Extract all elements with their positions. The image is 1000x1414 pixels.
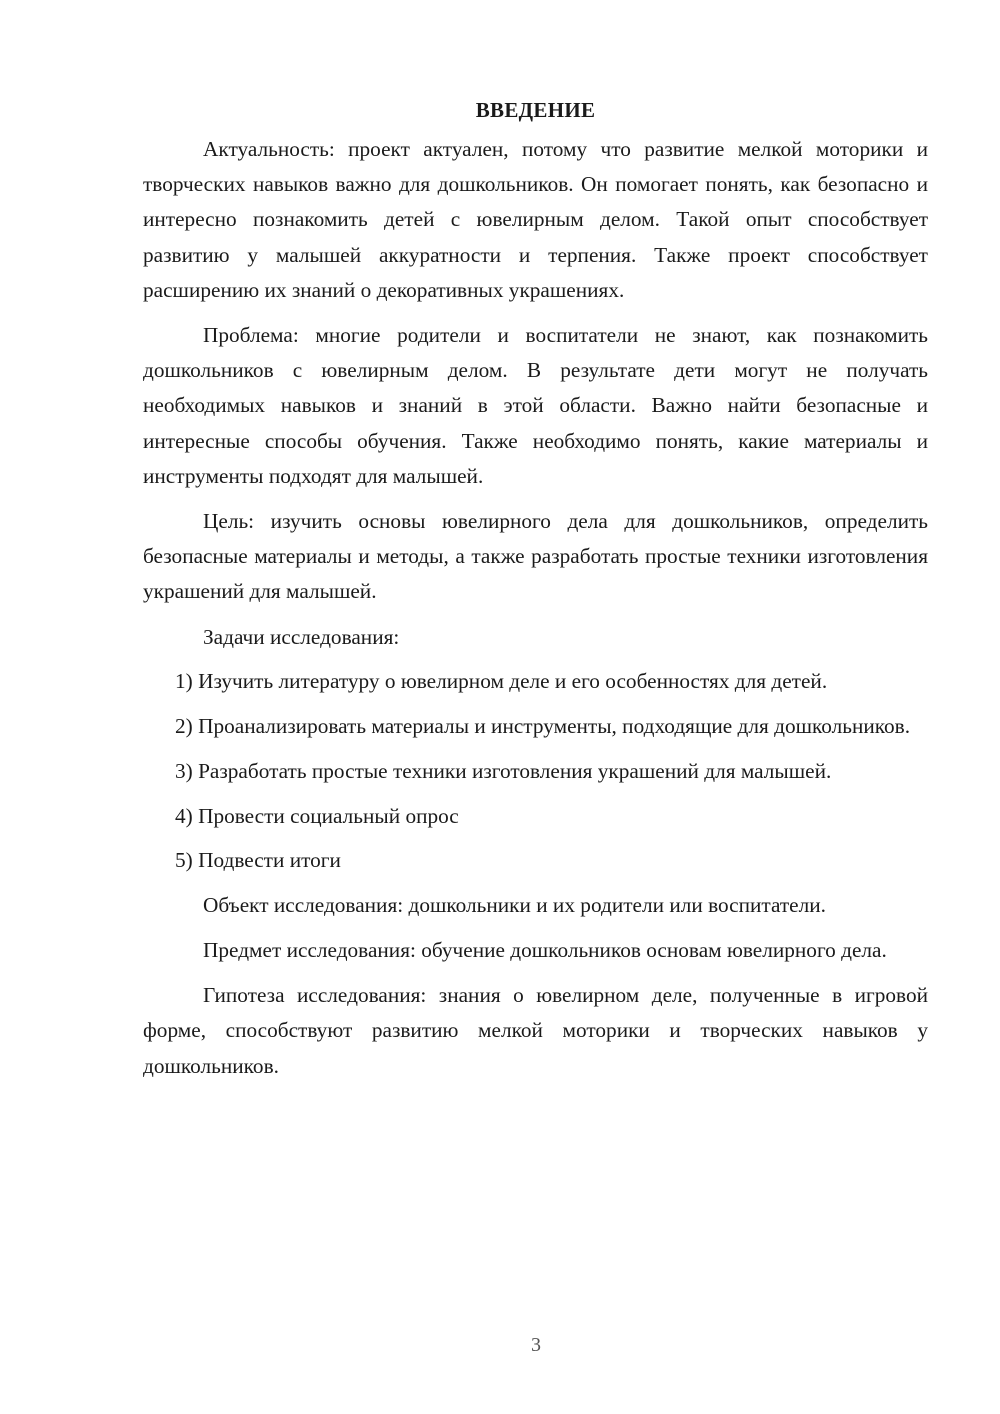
subject-paragraph: Предмет исследования: обучение дошкольников основам ювелирного дела. (203, 938, 887, 963)
goal-paragraph: Цель: изучить основы ювелирного дела для дошкольников, определить безопасные материалы и методы, а также разработать простые техники изготовления украшений для малышей. (143, 509, 928, 604)
object-paragraph: Объект исследования: дошкольники и их родители или воспитатели. (203, 892, 826, 917)
task-item-2: 2) Проанализировать материалы и инструменты, подходящие для дошкольников. (175, 714, 911, 739)
hypothesis-paragraph: Гипотеза исследования: знания о ювелирном деле, полученные в игровой форме, способствуют развитию мелкой моторики и творческих навыков у дошкольников. (143, 983, 928, 1078)
page-content (143, 92, 928, 1084)
tasks-heading: Задачи исследования: (203, 624, 400, 649)
problem-paragraph: Проблема: многие родители и воспитатели не знают, как познакомить дошкольников с ювелирным делом. В результате дети могут не получать необходимых навыков и знаний в этой области. Важно найти безопасные и интересные способы обучения. Также необходимо понять, какие материалы и инструменты подходят для малышей. (143, 323, 928, 488)
relevance-paragraph: Актуальность: проект актуален, потому что развитие мелкой моторики и творческих навыков важно для дошкольников. Он помогает понять, как безопасно и интересно познакомить детей с ювелирным делом. Такой опыт способствует развитию у малышей аккуратности и терпения. Также проект способствует расширению их знаний о декоративных украшениях. (143, 137, 928, 302)
task-item-5: 5) Подвести итоги (175, 847, 341, 872)
task-item-1: 1) Изучить литературу о ювелирном деле и его особенностях для детей. (175, 668, 828, 693)
task-item-3: 3) Разработать простые техники изготовления украшений для малышей. (175, 759, 832, 784)
page-number: 3 (531, 1334, 541, 1356)
task-item-4: 4) Провести социальный опрос (175, 804, 459, 829)
section-title: ВВЕДЕНИЕ (475, 98, 596, 122)
